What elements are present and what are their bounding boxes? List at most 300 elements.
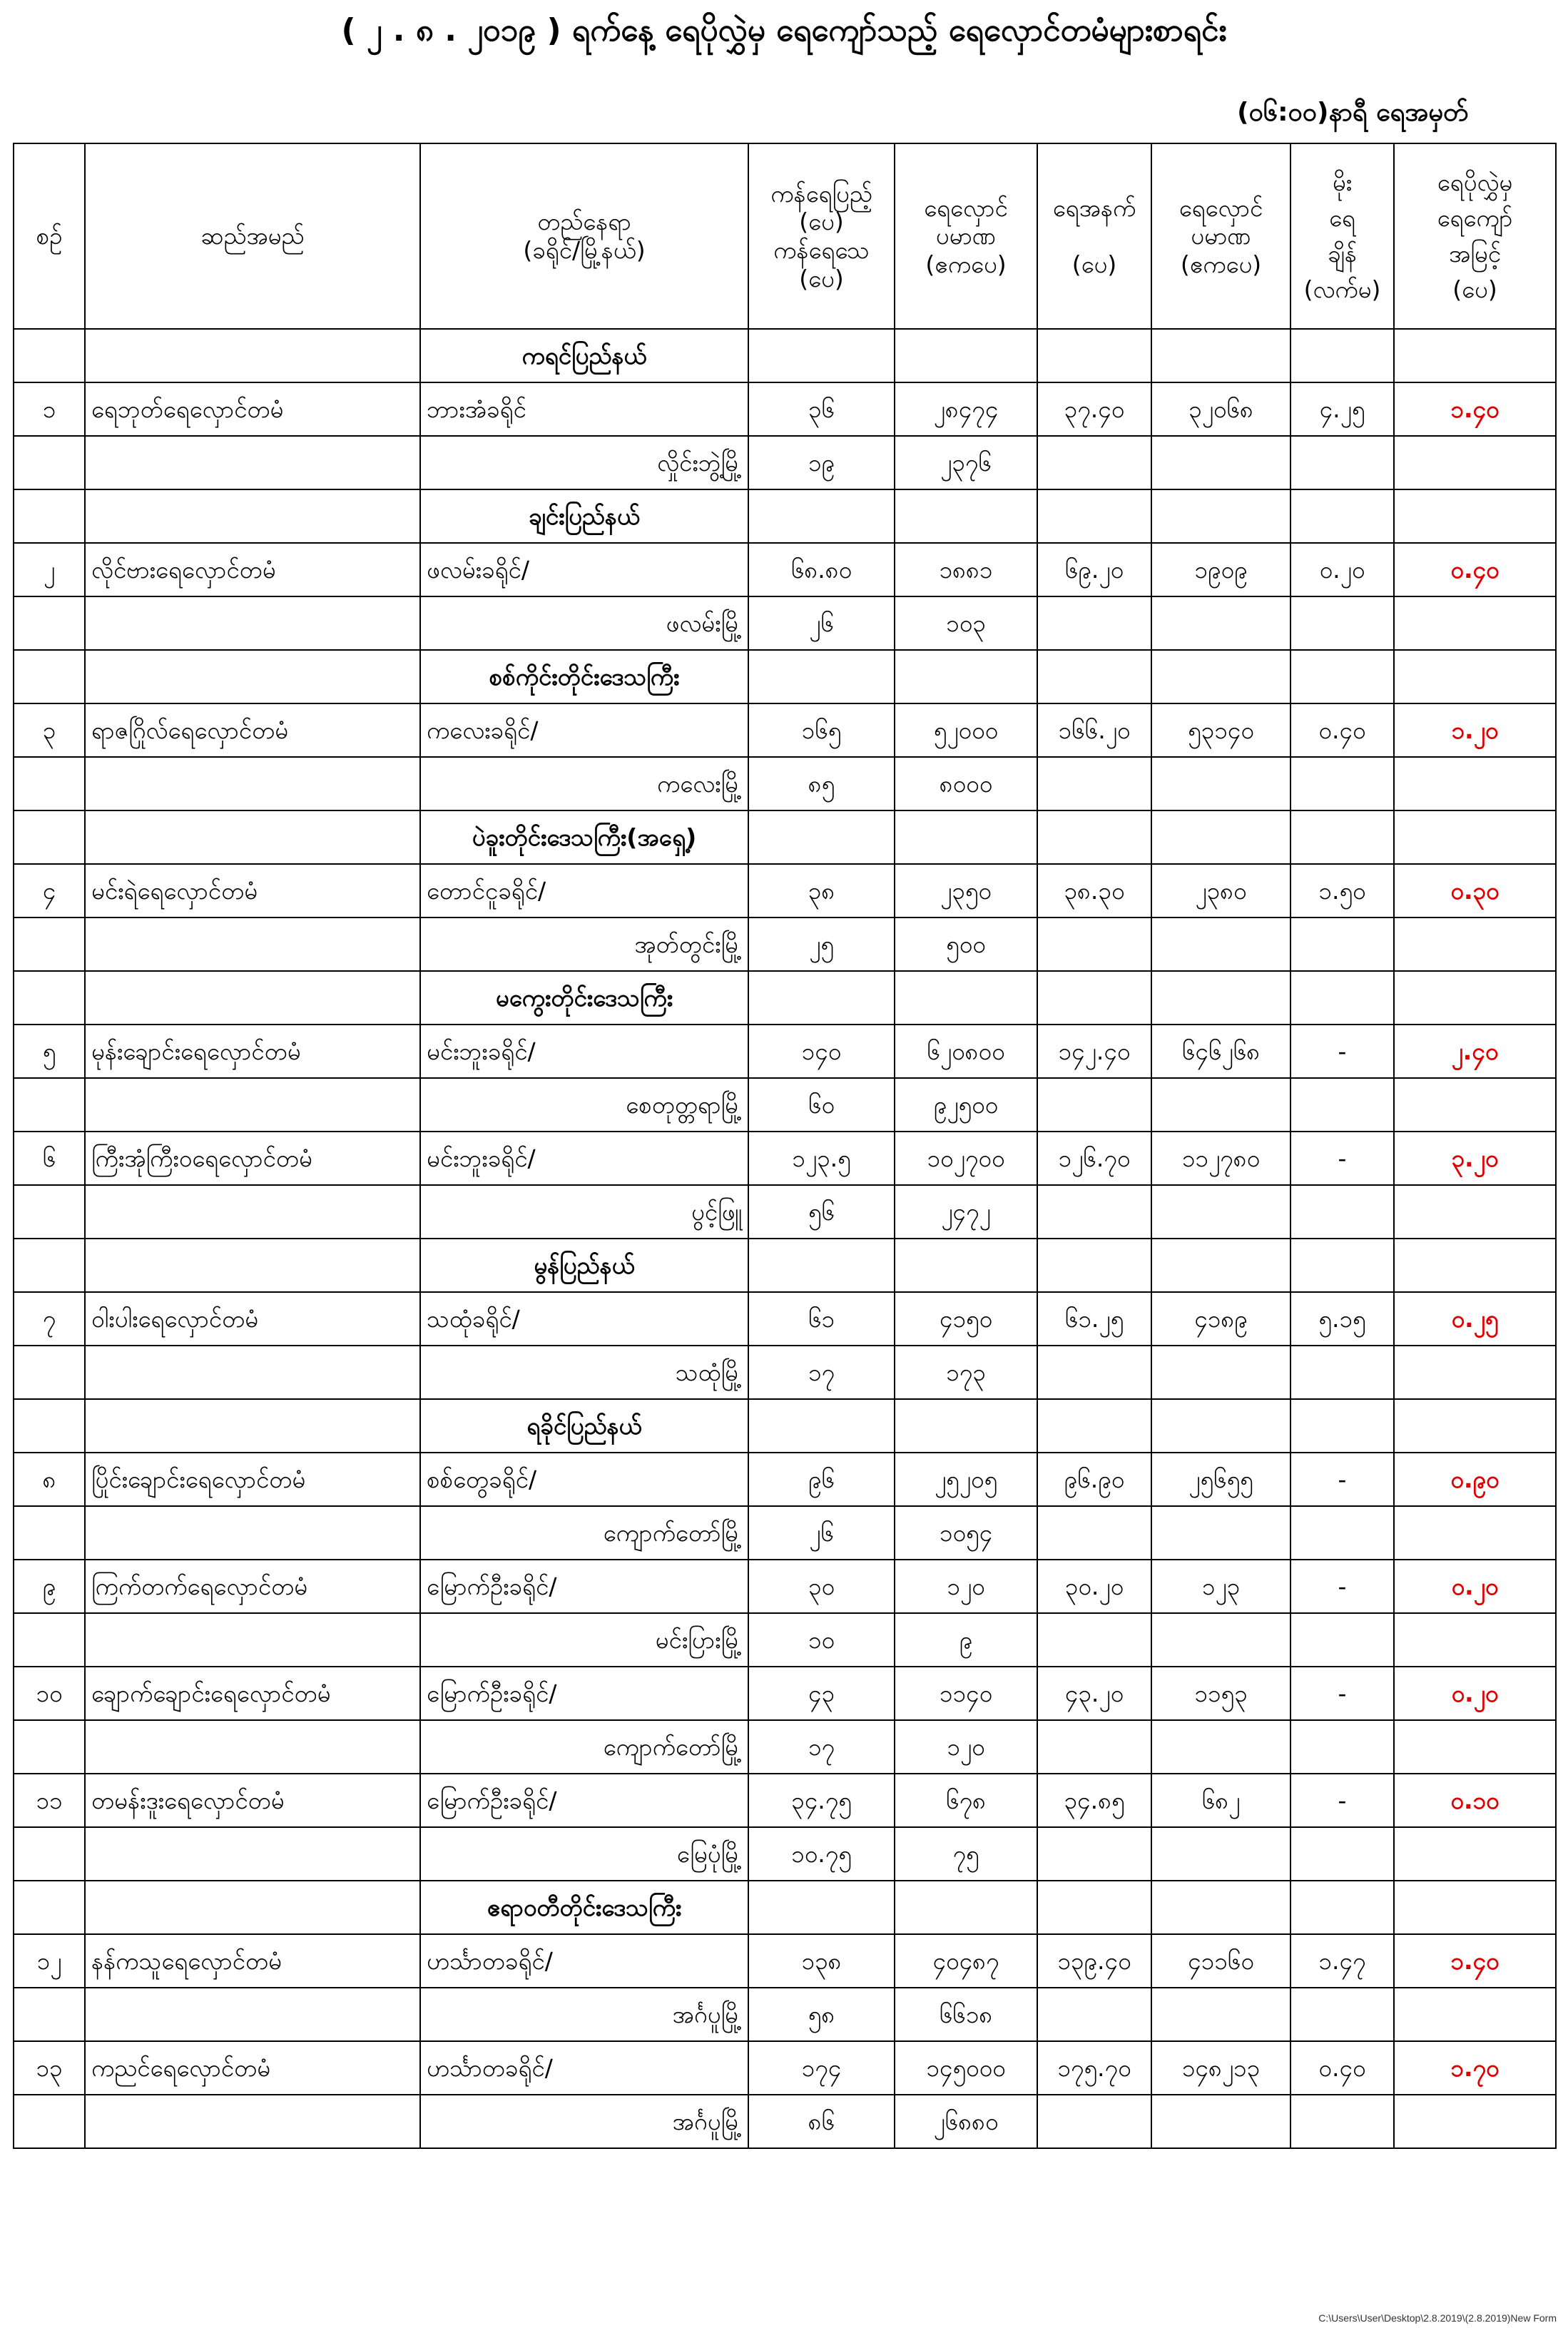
cell-no: ၁၂ (14, 1934, 85, 1988)
cell-dam (85, 810, 420, 864)
cell-cap: ၁၈၈၁ (895, 543, 1037, 596)
cell-dam (85, 971, 420, 1025)
cell-dam (85, 329, 420, 382)
region-name: ဧရာဝတီတိုင်းဒေသကြီး (420, 1881, 748, 1934)
cell-spill (1394, 1239, 1556, 1292)
region-row (14, 1881, 1556, 1934)
cell-rain (1290, 596, 1394, 650)
cell-spill: ၁.၂၀ (1394, 703, 1556, 757)
cell-no (14, 650, 85, 703)
cell-cap (895, 971, 1037, 1025)
cell-spill (1394, 1827, 1556, 1881)
cell-level (1037, 1720, 1151, 1774)
cell-stor: ၂၃၈၀ (1151, 864, 1290, 918)
cell-spill: ၀.၂၀ (1394, 1667, 1556, 1720)
cell-level (1037, 810, 1151, 864)
cell-stor (1151, 1827, 1290, 1881)
cell-dam: ရေဘုတ်ရေလှောင်တမံ (85, 382, 420, 436)
cell-location: မြောက်ဦးခရိုင်/ (420, 1774, 748, 1827)
sub-row (14, 1078, 1556, 1132)
cell-rain: - (1290, 1667, 1394, 1720)
cell-full: ၃၀ (748, 1560, 895, 1613)
cell-spill: ၀.၂၀ (1394, 1560, 1556, 1613)
header-level: ရေအနက် (ပေ) (1037, 143, 1151, 329)
header-spill: ရေပိုလွှဲမှ ရေကျော် အမြင့် (ပေ) (1394, 143, 1556, 329)
cell-dead-cap: ၉၂၅၀၀ (895, 1078, 1037, 1132)
cell-cap: ၂၃၅၀ (895, 864, 1037, 918)
cell-cap: ၅၂၀၀၀ (895, 703, 1037, 757)
cell-full: ၃၆ (748, 382, 895, 436)
cell-full: ၁၇၄ (748, 2041, 895, 2095)
cell-rain (1290, 757, 1394, 810)
cell-stor (1151, 2095, 1290, 2148)
cell-dead: ၆၀ (748, 1078, 895, 1132)
cell-location: အုတ်တွင်းမြို့ (420, 918, 748, 971)
file-path-footer: C:\Users\User\Desktop\2.8.2019\(2.8.2019)New Form (1318, 2312, 1557, 2324)
cell-full (748, 650, 895, 703)
cell-stor (1151, 1881, 1290, 1934)
cell-dam (85, 1185, 420, 1239)
cell-rain (1290, 971, 1394, 1025)
cell-location: ကလေးခရိုင်/ (420, 703, 748, 757)
cell-dead-cap: ၅၀၀ (895, 918, 1037, 971)
cell-level (1037, 1881, 1151, 1934)
cell-dead: ၈၅ (748, 757, 895, 810)
cell-spill (1394, 918, 1556, 971)
cell-location: တောင်ငူခရိုင်/ (420, 864, 748, 918)
cell-location: မင်းဘူးခရိုင်/ (420, 1132, 748, 1185)
cell-level: ၃၀.၂၀ (1037, 1560, 1151, 1613)
cell-location: စစ်တွေခရိုင်/ (420, 1453, 748, 1506)
sub-row (14, 757, 1556, 810)
cell-rain (1290, 1239, 1394, 1292)
cell-dam: ဝါးပါးရေလှောင်တမံ (85, 1292, 420, 1346)
cell-dead: ၂၆ (748, 1506, 895, 1560)
region-name: ရခိုင်ပြည်နယ် (420, 1399, 748, 1453)
cell-no (14, 1720, 85, 1774)
cell-level: ၉၆.၉၀ (1037, 1453, 1151, 1506)
cell-level: ၃၈.၃၀ (1037, 864, 1151, 918)
cell-dead: ၅၈ (748, 1988, 895, 2041)
header-dam: ဆည်အမည် (85, 143, 420, 329)
cell-stor: ၆၄၆၂၆၈ (1151, 1025, 1290, 1078)
cell-level (1037, 1346, 1151, 1399)
table-row (14, 1453, 1556, 1506)
cell-location: မြေပုံမြို့ (420, 1827, 748, 1881)
cell-dam: တမန်းဒူးရေလှောင်တမံ (85, 1774, 420, 1827)
cell-cap: ၄၀၄၈၇ (895, 1934, 1037, 1988)
cell-dead-cap: ၂၃၇၆ (895, 436, 1037, 489)
cell-location: မင်းပြားမြို့ (420, 1613, 748, 1667)
cell-location: မြောက်ဦးခရိုင်/ (420, 1560, 748, 1613)
cell-no: ၅ (14, 1025, 85, 1078)
cell-level (1037, 1185, 1151, 1239)
cell-location: ကလေးမြို့ (420, 757, 748, 810)
cell-rain (1290, 1613, 1394, 1667)
cell-no (14, 1185, 85, 1239)
cell-cap: ၆၂၀၈၀၀ (895, 1025, 1037, 1078)
region-row (14, 810, 1556, 864)
cell-cap (895, 1399, 1037, 1453)
table-row (14, 864, 1556, 918)
cell-stor: ၁၄၈၂၁၃ (1151, 2041, 1290, 2095)
cell-location: မင်းဘူးခရိုင်/ (420, 1025, 748, 1078)
cell-location: ဟင်္သာတခရိုင်/ (420, 1934, 748, 1988)
cell-location: ဟင်္သာတခရိုင်/ (420, 2041, 748, 2095)
cell-no (14, 918, 85, 971)
cell-full: ၆၈.၈၀ (748, 543, 895, 596)
cell-no (14, 1827, 85, 1881)
cell-cap: ၁၄၅၀၀၀ (895, 2041, 1037, 2095)
cell-dam: လိုင်ဗားရေလှောင်တမံ (85, 543, 420, 596)
header-no: စဉ် (14, 143, 85, 329)
cell-no (14, 1078, 85, 1132)
cell-spill (1394, 1506, 1556, 1560)
cell-stor (1151, 810, 1290, 864)
cell-full (748, 329, 895, 382)
cell-dead: ၁၇ (748, 1720, 895, 1774)
cell-rain: ၁.၄၇ (1290, 1934, 1394, 1988)
cell-spill (1394, 1613, 1556, 1667)
cell-spill (1394, 810, 1556, 864)
cell-stor (1151, 971, 1290, 1025)
cell-level: ၁၆၆.၂၀ (1037, 703, 1151, 757)
table-row (14, 2041, 1556, 2095)
cell-stor (1151, 1506, 1290, 1560)
cell-spill (1394, 1399, 1556, 1453)
cell-location: လှိုင်းဘွဲ့မြို့ (420, 436, 748, 489)
cell-dam: နန်ကသူရေလှောင်တမံ (85, 1934, 420, 1988)
cell-level (1037, 918, 1151, 971)
cell-dam: ကြီးအုံကြီးဝရေလှောင်တမံ (85, 1132, 420, 1185)
cell-rain (1290, 1399, 1394, 1453)
cell-level (1037, 436, 1151, 489)
cell-full: ၁၂၃.၅ (748, 1132, 895, 1185)
cell-stor (1151, 1185, 1290, 1239)
cell-spill (1394, 1881, 1556, 1934)
sub-row (14, 436, 1556, 489)
region-row (14, 650, 1556, 703)
cell-stor: ၄၁၁၆၀ (1151, 1934, 1290, 1988)
cell-level (1037, 489, 1151, 543)
cell-level (1037, 650, 1151, 703)
cell-no (14, 1506, 85, 1560)
cell-dead-cap: ၂၄၇၂ (895, 1185, 1037, 1239)
cell-dam: မုန်းချောင်းရေလှောင်တမံ (85, 1025, 420, 1078)
cell-spill (1394, 596, 1556, 650)
cell-dead: ၁၇ (748, 1346, 895, 1399)
cell-no: ၉ (14, 1560, 85, 1613)
cell-dam: ပြိုင်းချောင်းရေလှောင်တမံ (85, 1453, 420, 1506)
cell-full: ၁၆၅ (748, 703, 895, 757)
table-row (14, 1132, 1556, 1185)
cell-rain (1290, 1185, 1394, 1239)
time-label: (၀၆:၀၀)နာရီ ရေအမှတ် (1237, 98, 1468, 127)
cell-dead-cap: ၉ (895, 1613, 1037, 1667)
cell-dam: ကြက်တက်ရေလှောင်တမံ (85, 1560, 420, 1613)
cell-stor (1151, 650, 1290, 703)
cell-level (1037, 596, 1151, 650)
cell-stor: ၁၁၅၃ (1151, 1667, 1290, 1720)
cell-dam (85, 757, 420, 810)
cell-rain (1290, 2095, 1394, 2148)
header-capacity: ရေလှောင် ပမာဏ (ဧကပေ) (895, 143, 1037, 329)
cell-full (748, 1399, 895, 1453)
cell-location: အင်္ဂပူမြို့ (420, 2095, 748, 2148)
cell-no (14, 2095, 85, 2148)
cell-location: မြောက်ဦးခရိုင်/ (420, 1667, 748, 1720)
sub-row (14, 596, 1556, 650)
cell-stor (1151, 596, 1290, 650)
cell-level: ၁၇၅.၇၀ (1037, 2041, 1151, 2095)
cell-rain: ၅.၁၅ (1290, 1292, 1394, 1346)
cell-spill (1394, 1078, 1556, 1132)
header-storage: ရေလှောင် ပမာဏ (ဧကပေ) (1151, 143, 1290, 329)
cell-rain (1290, 810, 1394, 864)
cell-rain: ၀.၄၀ (1290, 2041, 1394, 2095)
cell-dead-cap: ၈၀၀၀ (895, 757, 1037, 810)
cell-level (1037, 1078, 1151, 1132)
cell-rain (1290, 489, 1394, 543)
cell-rain: ၄.၂၅ (1290, 382, 1394, 436)
cell-level: ၆၉.၂၀ (1037, 543, 1151, 596)
region-row (14, 489, 1556, 543)
region-name: ကရင်ပြည်နယ် (420, 329, 748, 382)
cell-no (14, 1399, 85, 1453)
sub-row (14, 1346, 1556, 1399)
cell-no (14, 1988, 85, 2041)
cell-no (14, 436, 85, 489)
sub-row (14, 2095, 1556, 2148)
region-row (14, 1239, 1556, 1292)
cell-dead-cap: ၁၀၅၄ (895, 1506, 1037, 1560)
cell-stor (1151, 1399, 1290, 1453)
cell-stor (1151, 757, 1290, 810)
cell-dead: ၂၅ (748, 918, 895, 971)
cell-rain (1290, 1346, 1394, 1399)
cell-rain: - (1290, 1560, 1394, 1613)
cell-stor (1151, 1078, 1290, 1132)
cell-location: ကျောက်တော်မြို့ (420, 1506, 748, 1560)
cell-rain (1290, 650, 1394, 703)
cell-dead: ၁၉ (748, 436, 895, 489)
cell-dead: ၁၀.၇၅ (748, 1827, 895, 1881)
cell-full: ၉၆ (748, 1453, 895, 1506)
cell-level (1037, 1613, 1151, 1667)
cell-dead-cap: ၁၂၀ (895, 1720, 1037, 1774)
cell-dam (85, 650, 420, 703)
cell-full (748, 971, 895, 1025)
cell-dead-cap: ၂၆၈၈၀ (895, 2095, 1037, 2148)
cell-full (748, 1881, 895, 1934)
cell-full: ၁၄၀ (748, 1025, 895, 1078)
table-body (14, 329, 1556, 2148)
cell-spill (1394, 436, 1556, 489)
sub-row (14, 1988, 1556, 2041)
cell-stor (1151, 1346, 1290, 1399)
cell-rain (1290, 1988, 1394, 2041)
cell-no: ၁ (14, 382, 85, 436)
cell-dam: မင်းရဲရေလှောင်တမံ (85, 864, 420, 918)
cell-level (1037, 1827, 1151, 1881)
cell-spill (1394, 1346, 1556, 1399)
cell-cap (895, 1881, 1037, 1934)
cell-dead: ၂၆ (748, 596, 895, 650)
sub-row (14, 1613, 1556, 1667)
cell-rain: - (1290, 1774, 1394, 1827)
sub-row (14, 1506, 1556, 1560)
cell-level: ၆၁.၂၅ (1037, 1292, 1151, 1346)
cell-rain (1290, 1720, 1394, 1774)
cell-no (14, 1346, 85, 1399)
cell-dam: ကညင်ရေလှောင်တမံ (85, 2041, 420, 2095)
cell-level (1037, 1988, 1151, 2041)
cell-stor: ၁၂၃ (1151, 1560, 1290, 1613)
cell-no (14, 596, 85, 650)
cell-full: ၆၁ (748, 1292, 895, 1346)
cell-cap (895, 810, 1037, 864)
region-row (14, 971, 1556, 1025)
cell-spill (1394, 971, 1556, 1025)
cell-level: ၃၄.၈၅ (1037, 1774, 1151, 1827)
cell-cap: ၄၁၅၀ (895, 1292, 1037, 1346)
region-name: ပဲခူးတိုင်းဒေသကြီး(အရှေ့) (420, 810, 748, 864)
cell-dam (85, 436, 420, 489)
cell-level: ၄၃.၂၀ (1037, 1667, 1151, 1720)
header-rain: မိုး ရေ ချိန် (လက်မ) (1290, 143, 1394, 329)
dam-table (13, 143, 1557, 2149)
cell-full: ၃၄.၇၅ (748, 1774, 895, 1827)
cell-location: စေတုတ္တရာမြို့ (420, 1078, 748, 1132)
cell-dead: ၁၀ (748, 1613, 895, 1667)
table-row (14, 1025, 1556, 1078)
table-row (14, 1667, 1556, 1720)
sub-row (14, 1185, 1556, 1239)
cell-spill: ၀.၄၀ (1394, 543, 1556, 596)
cell-rain (1290, 1827, 1394, 1881)
cell-stor: ၅၃၁၄၀ (1151, 703, 1290, 757)
cell-rain: ၀.၂၀ (1290, 543, 1394, 596)
cell-spill: ၀.၉၀ (1394, 1453, 1556, 1506)
cell-spill: ၁.၇၀ (1394, 2041, 1556, 2095)
cell-location: ဖလမ်းခရိုင်/ (420, 543, 748, 596)
cell-rain: - (1290, 1025, 1394, 1078)
cell-level (1037, 1399, 1151, 1453)
cell-level (1037, 757, 1151, 810)
cell-stor: ၃၂၀၆၈ (1151, 382, 1290, 436)
region-name: မွန်ပြည်နယ် (420, 1239, 748, 1292)
cell-full (748, 810, 895, 864)
cell-level (1037, 971, 1151, 1025)
cell-dam (85, 1613, 420, 1667)
cell-cap: ၁၁၄၀ (895, 1667, 1037, 1720)
cell-dam (85, 918, 420, 971)
cell-dead-cap: ၁၀၃ (895, 596, 1037, 650)
sub-row (14, 1827, 1556, 1881)
cell-location: ဘားအံခရိုင် (420, 382, 748, 436)
cell-cap: ၁၀၂၇၀၀ (895, 1132, 1037, 1185)
cell-stor (1151, 489, 1290, 543)
cell-stor: ၆၈၂ (1151, 1774, 1290, 1827)
cell-no: ၁၁ (14, 1774, 85, 1827)
cell-rain: ၁.၅၀ (1290, 864, 1394, 918)
cell-rain: ၀.၄၀ (1290, 703, 1394, 757)
sub-row (14, 1720, 1556, 1774)
cell-rain: - (1290, 1132, 1394, 1185)
cell-dead: ၈၆ (748, 2095, 895, 2148)
cell-no: ၆ (14, 1132, 85, 1185)
table-row (14, 1934, 1556, 1988)
cell-no (14, 971, 85, 1025)
region-name: စစ်ကိုင်းတိုင်းဒေသကြီး (420, 650, 748, 703)
cell-level (1037, 2095, 1151, 2148)
cell-rain (1290, 1881, 1394, 1934)
cell-level: ၁၄၂.၄၀ (1037, 1025, 1151, 1078)
cell-spill: ၂.၄၀ (1394, 1025, 1556, 1078)
table-row (14, 543, 1556, 596)
cell-spill (1394, 489, 1556, 543)
cell-level (1037, 1506, 1151, 1560)
cell-spill (1394, 1720, 1556, 1774)
cell-cap (895, 489, 1037, 543)
cell-dam: ရာဇဂြိုလ်ရေလှောင်တမံ (85, 703, 420, 757)
cell-dam (85, 489, 420, 543)
cell-cap: ၂၅၂၀၅ (895, 1453, 1037, 1506)
cell-stor: ၄၁၈၉ (1151, 1292, 1290, 1346)
cell-spill: ၀.၃၀ (1394, 864, 1556, 918)
cell-stor (1151, 436, 1290, 489)
header-full-level: ကန်ရေပြည့် (ပေ) ကန်ရေသေ (ပေ) (748, 143, 895, 329)
table-row (14, 1560, 1556, 1613)
cell-level (1037, 1239, 1151, 1292)
cell-dam (85, 1506, 420, 1560)
cell-dam (85, 1881, 420, 1934)
cell-stor (1151, 1613, 1290, 1667)
cell-spill: ၁.၄၀ (1394, 382, 1556, 436)
sub-row (14, 918, 1556, 971)
cell-stor (1151, 918, 1290, 971)
cell-spill (1394, 2095, 1556, 2148)
cell-spill (1394, 650, 1556, 703)
cell-no (14, 1239, 85, 1292)
cell-dam (85, 1827, 420, 1881)
cell-level: ၁၃၉.၄၀ (1037, 1934, 1151, 1988)
cell-rain (1290, 436, 1394, 489)
cell-spill: ၀.၁၀ (1394, 1774, 1556, 1827)
region-name: မကွေးတိုင်းဒေသကြီး (420, 971, 748, 1025)
cell-rain (1290, 918, 1394, 971)
cell-cap (895, 650, 1037, 703)
cell-level (1037, 329, 1151, 382)
cell-rain (1290, 329, 1394, 382)
cell-spill: ၁.၄၀ (1394, 1934, 1556, 1988)
cell-dam (85, 1399, 420, 1453)
cell-no: ၇ (14, 1292, 85, 1346)
cell-full (748, 489, 895, 543)
cell-location: ကျောက်တော်မြို့ (420, 1720, 748, 1774)
cell-full: ၁၃၈ (748, 1934, 895, 1988)
cell-location: ဖလမ်းမြို့ (420, 596, 748, 650)
cell-location: ပွင့်ဖြူ (420, 1185, 748, 1239)
cell-cap: ၁၂၀ (895, 1560, 1037, 1613)
cell-stor: ၂၅၆၅၅ (1151, 1453, 1290, 1506)
cell-spill (1394, 1988, 1556, 2041)
cell-dam (85, 1720, 420, 1774)
cell-location: သထုံမြို့ (420, 1346, 748, 1399)
cell-location: အင်္ဂပူမြို့ (420, 1988, 748, 2041)
cell-rain: - (1290, 1453, 1394, 1506)
cell-dam (85, 1239, 420, 1292)
